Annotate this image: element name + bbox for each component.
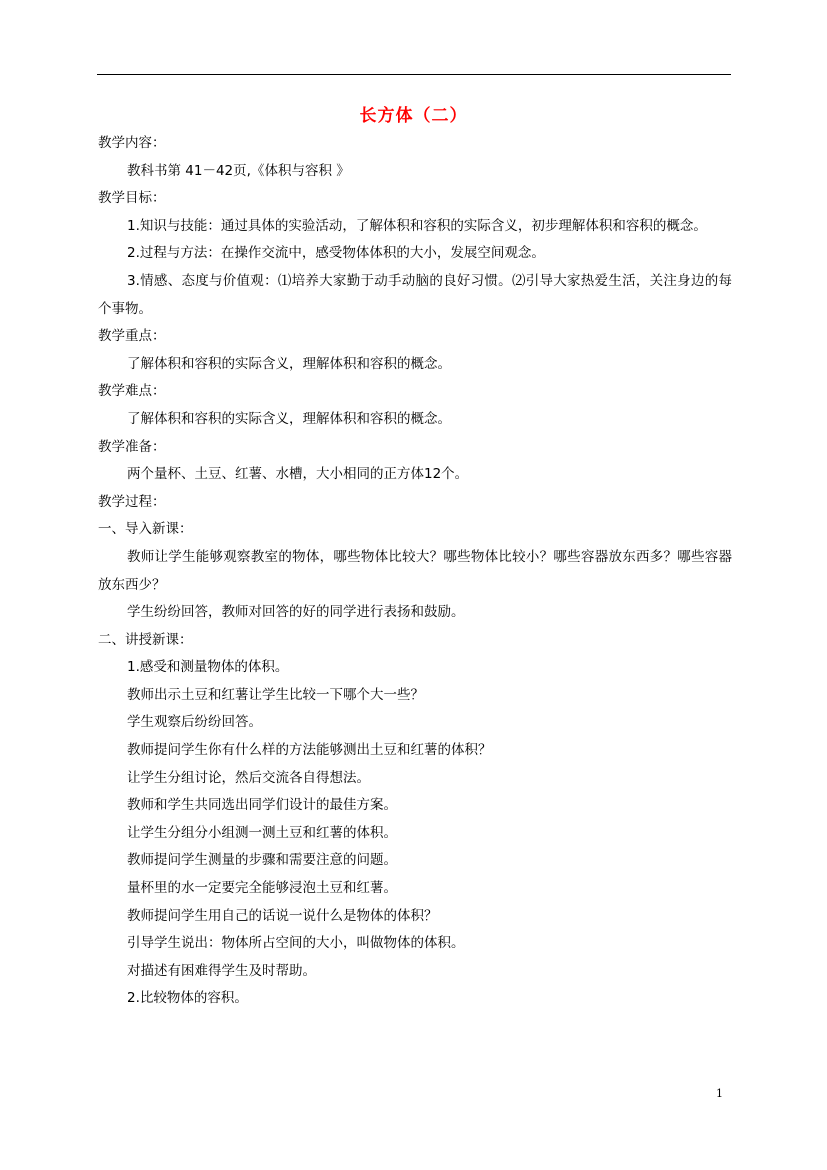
paragraph-line: 让学生分组讨论，然后交流各自得想法。 [127,769,370,786]
paragraph-line: 量杯里的水一定要完全能够浸泡土豆和红薯。 [127,880,397,897]
paragraph-line: 教师和学生共同选出同学们设计的最佳方案。 [127,797,397,814]
document-body [98,130,732,1013]
section-heading: 教学准备： [98,438,166,455]
paragraph-line: 2.过程与方法：在操作交流中，感受物体体积的大小，发展空间观念。 [127,245,545,262]
paragraph-line: 学生观察后纷纷回答。 [127,714,262,731]
paragraph-line: 1.知识与技能：通过具体的实验活动，了解体积和容积的实际含义，初步理解体积和容积的概念。 [127,217,707,234]
paragraph-line: 教科书第 41－42页,《体积与容积 》 [127,162,350,179]
paragraph-line: 学生纷纷回答，教师对回答的好的同学进行表扬和鼓励。 [127,604,465,621]
paragraph-line: 两个量杯、土豆、红薯、水槽，大小相同的正方体12个。 [127,466,469,483]
section-heading: 一、导入新课： [98,521,193,538]
paragraph-line: 引导学生说出：物体所占空间的大小，叫做物体的体积。 [127,935,465,952]
paragraph-line: 让学生分组分小组测一测土豆和红薯的体积。 [127,824,397,841]
document-title: 长方体（二） [359,106,468,126]
paragraph-line: 教师提问学生你有什么样的方法能够测出土豆和红薯的体积？ [127,742,492,759]
page-number: 1 [716,1087,723,1100]
section-heading: 教学目标： [98,190,166,207]
paragraph-line: 教师提问学生测量的步骤和需要注意的问题。 [127,852,397,869]
paragraph-line: 1.感受和测量物体的体积。 [127,659,289,676]
paragraph-line: 了解体积和容积的实际含义，理解体积和容积的概念。 [127,410,451,427]
paragraph-line: 了解体积和容积的实际含义，理解体积和容积的概念。 [127,355,451,372]
paragraph-line: 对描述有困难得学生及时帮助。 [127,962,316,979]
paragraph-line: 教师提问学生用自己的话说一说什么是物体的体积？ [127,907,438,924]
paragraph-line: 教师让学生能够观察教室的物体，哪些物体比较大？哪些物体比较小？哪些容器放东西多？哪些容器放东西少？ [98,548,732,593]
paragraph-line: 2.比较物体的容积。 [127,990,248,1007]
section-heading: 教学难点： [98,383,166,400]
section-heading: 教学过程： [98,493,166,510]
section-heading: 教学重点： [98,328,166,345]
header-rule [97,74,731,75]
section-heading: 二、讲授新课： [98,631,193,648]
paragraph-line: 教师出示土豆和红薯让学生比较一下哪个大一些？ [127,686,424,703]
paragraph-line: 3.情感、态度与价值观：⑴培养大家勤于动手动脑的良好习惯。⑵引导大家热爱生活，关注身边的每个事物。 [98,272,732,317]
section-heading: 教学内容： [98,135,166,151]
